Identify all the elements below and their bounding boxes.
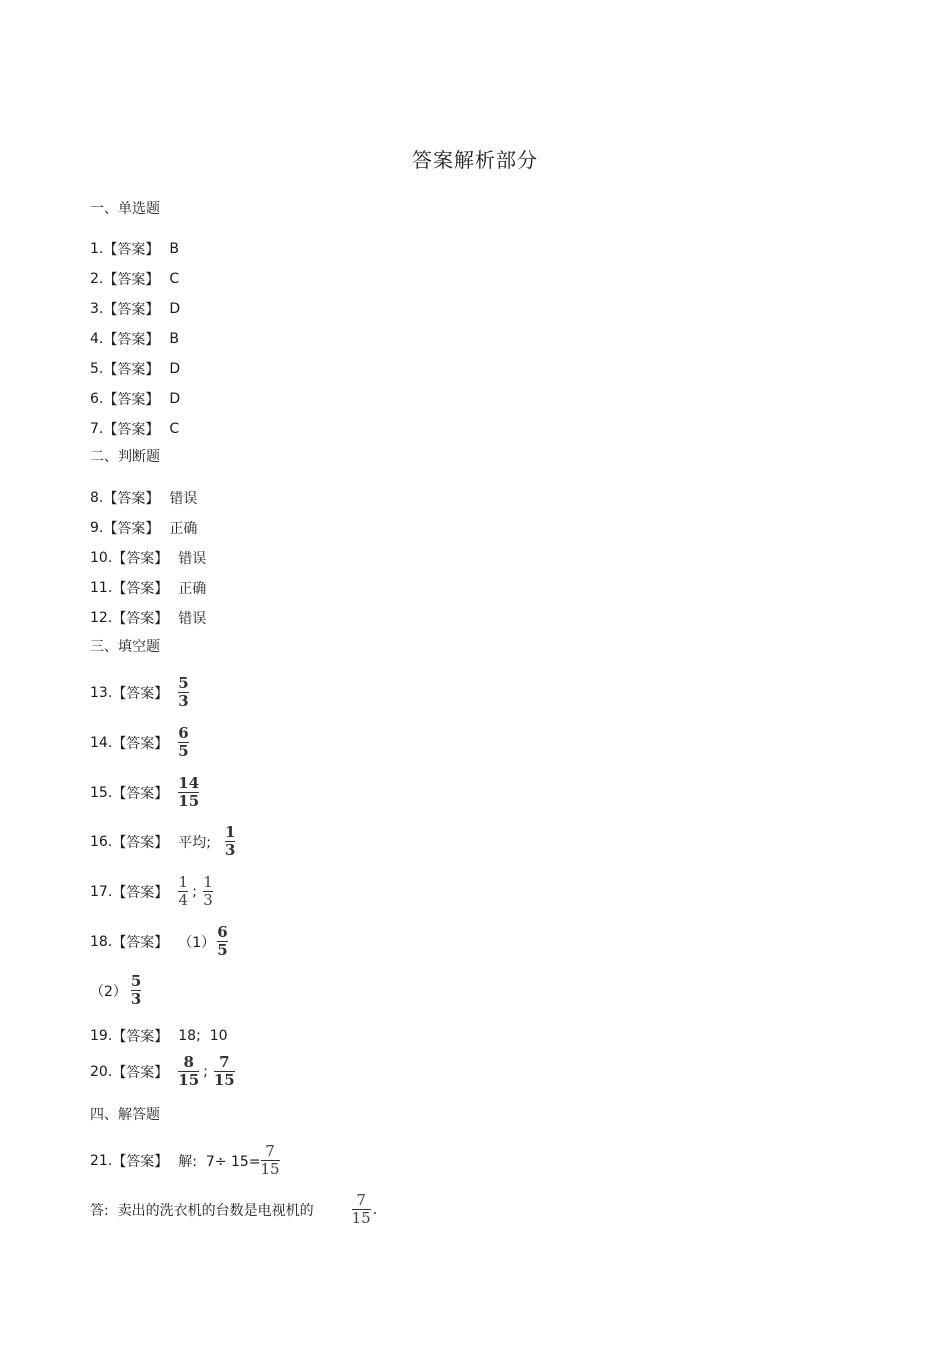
numerator: 1 [224,823,236,841]
answer-tag: 【答案】 [103,242,160,258]
question-number: 20. [90,1063,113,1080]
answer-row-4 [90,329,179,349]
question-number: 18. [90,933,113,950]
answer-row-15 [90,776,199,809]
answer-tag: 【答案】 [112,1029,169,1045]
denominator: 4 [178,891,189,909]
question-number: 21. [90,1152,113,1169]
denominator: 5 [217,941,228,959]
answer-tag: 【答案】 [112,581,169,597]
question-number: 2. [90,271,104,287]
answer-value: B [169,331,179,347]
fraction [352,1193,371,1226]
fraction [261,1144,280,1177]
answer-row-16 [90,825,235,858]
numerator: 1 [203,873,213,891]
question-number: 12. [90,610,113,626]
denominator: 15 [178,792,200,810]
answer-tag: 【答案】 [112,1153,169,1170]
question-number: 13. [90,684,113,701]
answer-tag: 【答案】 [103,491,160,507]
section-heading-true-false: 二、判断题 [90,449,160,465]
question-number: 19. [90,1028,113,1044]
answer-row-5 [90,359,180,379]
answer-row-10 [90,548,206,568]
answer-row-20 [90,1055,235,1088]
answer-value: D [169,301,181,317]
question-number: 17. [90,883,113,900]
period: . [372,1201,378,1218]
conclusion-text: 答: 卖出的洗衣机的台数是电视机的 [90,1202,314,1219]
fraction [214,1055,235,1088]
question-number: 6. [90,391,104,407]
numerator: 6 [178,724,189,742]
answer-tag: 【答案】 [112,934,169,951]
numerator: 7 [356,1191,366,1209]
answer-tag: 【答案】 [103,521,160,537]
answer-row-9 [90,518,197,538]
answer-value: C [169,271,180,287]
question-number: 4. [90,331,104,347]
denominator: 15 [260,1160,280,1178]
section-heading-single-choice: 一、单选题 [90,201,160,217]
separator: ; [203,1063,208,1080]
question-number: 1. [90,241,104,257]
numerator: 7 [219,1053,230,1071]
answer-tag: 【答案】 [112,685,169,702]
answer-tag: 【答案】 [112,735,169,752]
fraction [217,925,227,958]
answer-row-18-part-2 [90,974,141,1007]
answer-tag: 【答案】 [103,302,160,318]
answer-row-14 [90,726,189,759]
answer-row-13 [90,676,189,709]
answer-row-8 [90,488,197,508]
answer-tag: 【答案】 [112,884,169,901]
answer-tag: 【答案】 [112,611,169,627]
answer-tag: 【答案】 [112,1064,169,1081]
denominator: 15 [213,1071,235,1089]
denominator: 3 [224,841,236,859]
answer-tag: 【答案】 [103,392,160,408]
answer-tag: 【答案】 [103,362,160,378]
numerator: 7 [265,1142,275,1160]
question-number: 11. [90,580,113,596]
answer-value: 错误 [169,491,198,507]
question-number: 8. [90,490,104,506]
section-heading-fill-blank: 三、填空题 [90,639,160,655]
question-number: 14. [90,734,113,751]
question-number: 9. [90,520,104,536]
solution-expression: 解: 7÷ 15= [178,1153,261,1170]
answer-row-19 [90,1026,228,1046]
answer-tag: 【答案】 [112,785,169,802]
answer-tag: 【答案】 [112,834,169,851]
part-label: （1） [178,934,216,951]
denominator: 3 [203,891,213,909]
separator: ; [192,883,197,900]
fraction [178,875,188,908]
fraction [178,726,188,759]
question-number: 5. [90,361,104,377]
answer-value: 错误 [178,611,207,627]
answer-row-21 [90,1144,280,1177]
question-number: 3. [90,301,104,317]
answer-row-3 [90,299,180,319]
section-heading-solution: 四、解答题 [90,1107,160,1123]
fraction [131,974,141,1007]
numerator: 8 [183,1053,194,1071]
fraction [178,676,188,709]
question-number: 16. [90,833,113,850]
fraction [178,776,199,809]
question-number: 10. [90,550,113,566]
denominator: 15 [351,1209,371,1227]
answer-value: C [169,421,180,437]
numerator: 1 [178,873,189,891]
answer-value: 18; 10 [178,1028,228,1044]
denominator: 3 [130,990,142,1008]
answer-value: 错误 [178,551,207,567]
denominator: 5 [178,742,189,760]
answer-value: 正确 [178,581,207,597]
answer-tag: 【答案】 [112,551,169,567]
answer-row-17 [90,875,213,908]
denominator: 3 [178,692,189,710]
numerator: 5 [130,972,142,990]
answer-tag: 【答案】 [103,422,160,438]
fraction [178,1055,199,1088]
denominator: 15 [178,1071,200,1089]
answer-row-21-conclusion [90,1193,377,1226]
fraction [225,825,235,858]
part-label: （2） [90,983,127,1000]
answer-row-2 [90,269,179,289]
answer-row-12 [90,608,206,628]
answer-value: D [169,361,181,377]
answer-value: D [169,391,181,407]
page-title: 答案解析部分 [412,148,538,172]
numerator: 5 [178,674,189,692]
numerator: 6 [217,923,228,941]
answer-tag: 【答案】 [103,272,160,288]
fraction [203,875,213,908]
answer-tag: 【答案】 [103,332,160,348]
answer-value: B [169,241,179,257]
answer-text: 平均; [178,834,211,851]
answer-row-11 [90,578,206,598]
question-number: 7. [90,421,104,437]
answer-row-18 [90,925,228,958]
answer-row-1 [90,239,179,259]
answer-value: 正确 [169,521,198,537]
numerator: 14 [178,774,200,792]
answer-row-7 [90,419,179,439]
answer-row-6 [90,389,180,409]
question-number: 15. [90,784,113,801]
